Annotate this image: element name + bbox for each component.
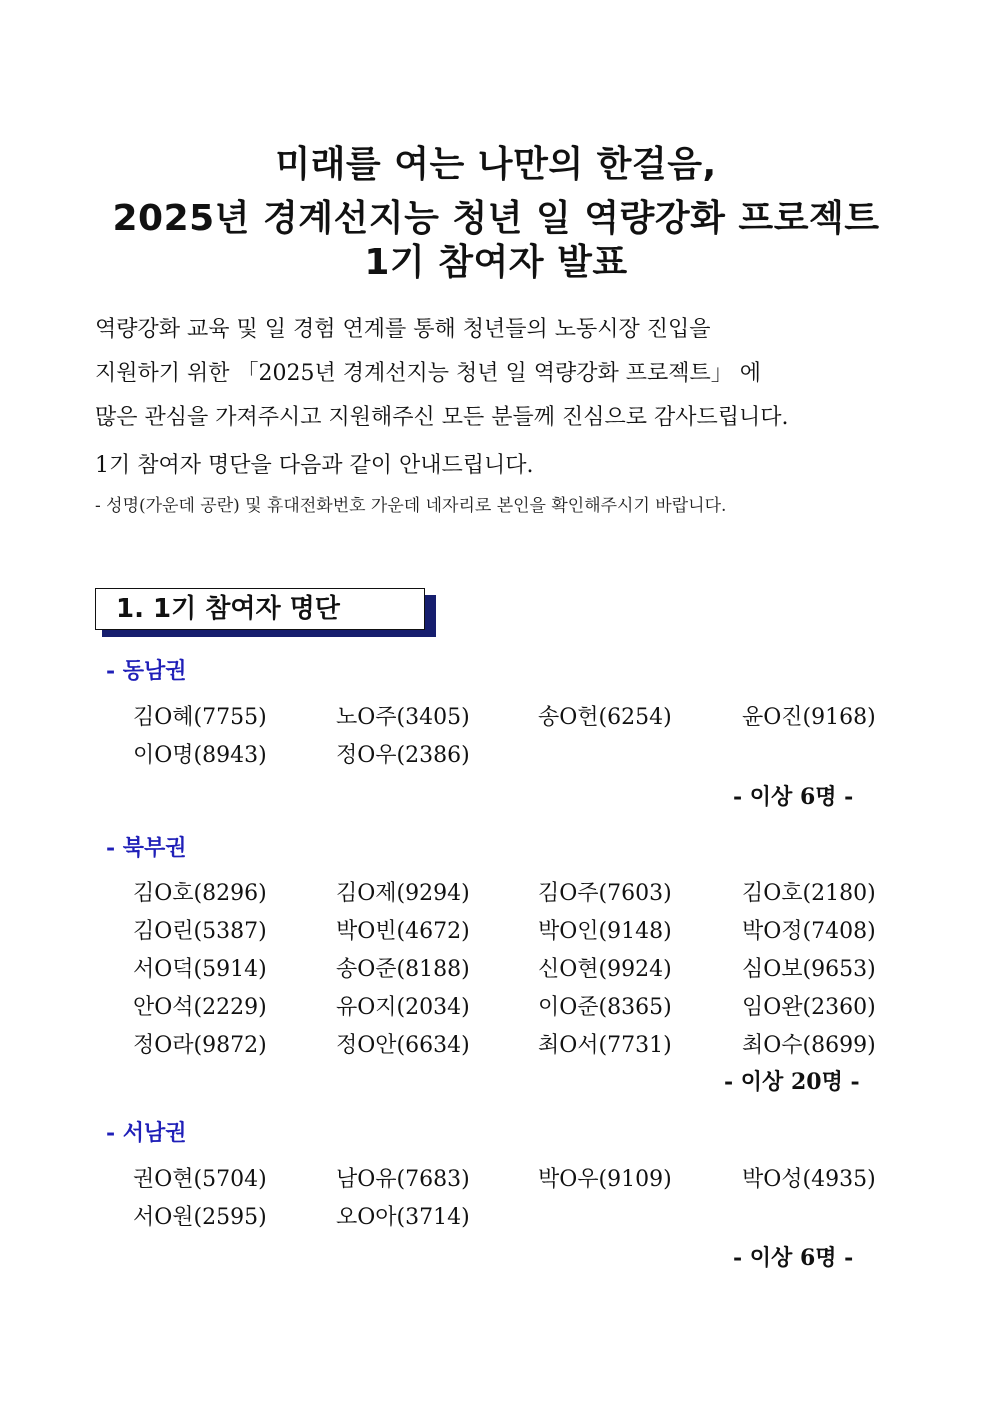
participant-entry: 박O빈(4672) — [336, 919, 470, 944]
region-heading: - 북부권 — [106, 835, 187, 861]
participant-entry: 권O현(5704) — [133, 1167, 267, 1192]
participant-entry: 정O라(9872) — [133, 1033, 267, 1058]
participant-entry: 김O혜(7755) — [133, 705, 267, 730]
participant-entry: 김O주(7603) — [538, 881, 672, 906]
participant-entry: 신O현(9924) — [538, 957, 672, 982]
region-heading: - 서남권 — [106, 1120, 187, 1146]
participant-entry: 김O린(5387) — [133, 919, 267, 944]
participant-entry: 박O인(9148) — [538, 919, 672, 944]
participant-entry: 안O석(2229) — [133, 995, 267, 1020]
intro-line-2: 지원하기 위한 「2025년 경계선지능 청년 일 역량강화 프로젝트」 에 — [95, 361, 761, 386]
participant-entry: 최O수(8699) — [742, 1033, 876, 1058]
participant-entry: 이O명(8943) — [133, 743, 267, 768]
participant-entry: 박O정(7408) — [742, 919, 876, 944]
intro-paragraph — [95, 308, 895, 488]
region-count: - 이상 6명 - — [733, 1245, 854, 1271]
region-count: - 이상 20명 - — [724, 1069, 860, 1095]
title-line-2: 2025년 경계선지능 청년 일 역량강화 프로젝트 — [112, 198, 880, 239]
participant-entry: 정O안(6634) — [336, 1033, 470, 1058]
participant-entry: 노O주(3405) — [336, 705, 470, 730]
participant-entry: 최O서(7731) — [538, 1033, 672, 1058]
title-line-3: 1기 참여자 발표 — [364, 242, 628, 283]
intro-line-4: 1기 참여자 명단을 다음과 같이 안내드립니다. — [95, 453, 534, 478]
participant-entry: 유O지(2034) — [336, 995, 470, 1020]
participant-entry: 김O제(9294) — [336, 881, 470, 906]
title-line-1: 미래를 여는 나만의 한걸음, — [275, 144, 717, 185]
participant-entry: 송O헌(6254) — [538, 705, 672, 730]
participant-entry: 송O준(8188) — [336, 957, 470, 982]
participant-entry: 임O완(2360) — [742, 995, 876, 1020]
participant-entry: 김O호(2180) — [742, 881, 876, 906]
region-heading: - 동남권 — [106, 658, 187, 684]
section-heading-box — [95, 588, 425, 630]
participant-entry: 윤O진(9168) — [742, 705, 876, 730]
participant-entry: 정O우(2386) — [336, 743, 470, 768]
participant-entry: 남O유(7683) — [336, 1167, 470, 1192]
region-count: - 이상 6명 - — [733, 784, 854, 810]
participant-entry: 박O우(9109) — [538, 1167, 672, 1192]
intro-line-3: 많은 관심을 가져주시고 지원해주신 모든 분들께 진심으로 감사드립니다. — [95, 405, 789, 430]
participant-entry: 서O원(2595) — [133, 1205, 267, 1230]
section-heading: 1. 1기 참여자 명단 — [116, 594, 340, 624]
participant-entry: 이O준(8365) — [538, 995, 672, 1020]
participant-entry: 심O보(9653) — [742, 957, 876, 982]
intro-line-1: 역량강화 교육 및 일 경험 연계를 통해 청년들의 노동시장 진입을 — [95, 317, 711, 342]
participant-entry: 박O성(4935) — [742, 1167, 876, 1192]
participant-entry: 서O덕(5914) — [133, 957, 267, 982]
verification-note: - 성명(가운데 공란) 및 휴대전화번호 가운데 네자리로 본인을 확인해주시기 바랍니다. — [95, 496, 727, 516]
participant-entry: 오O아(3714) — [336, 1205, 470, 1230]
participant-entry: 김O호(8296) — [133, 881, 267, 906]
